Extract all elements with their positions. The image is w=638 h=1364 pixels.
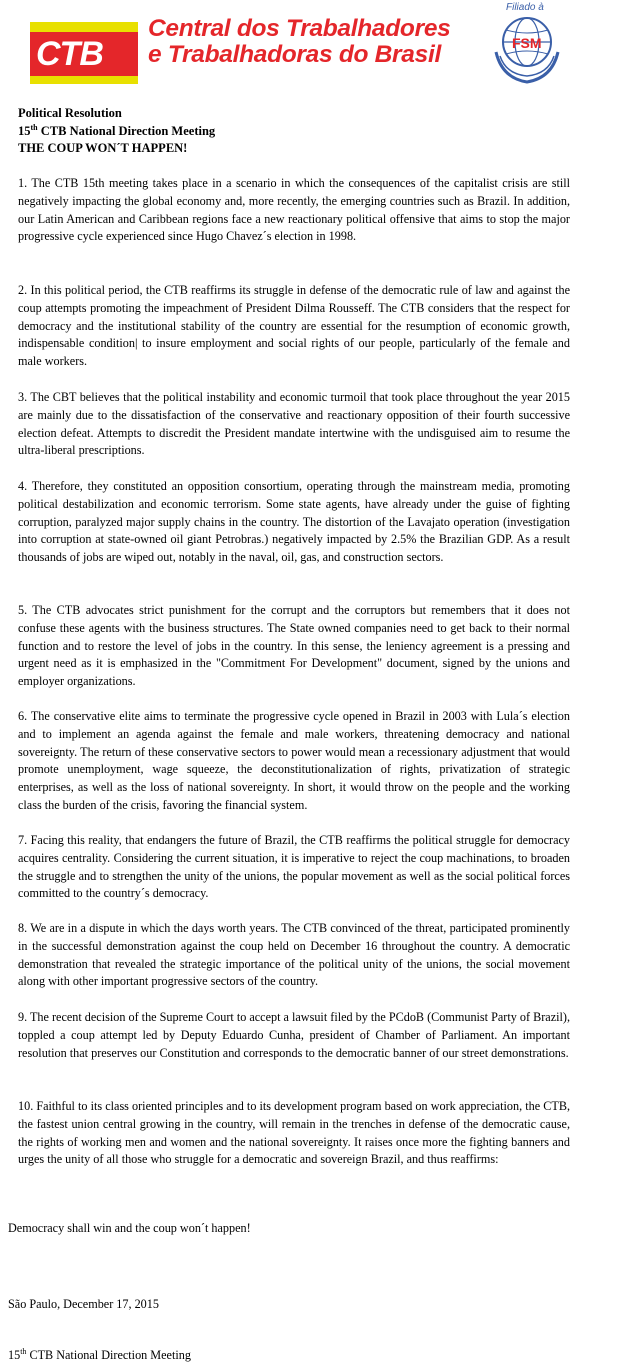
paragraph-8: 8. We are in a dispute in which the days worth years. The CTB convinced of the threat, participated prominently in the successful demonstration against the coup held on December 16 throughout the country. A democratic demonstration that revealed the strategic importance of the political unity of the unions, the social movement along with other important progressive sectors of the country. — [18, 921, 570, 989]
paragraph-6: 6. The conservative elite aims to terminate the progressive cycle opened in Brazil in 2003 with Lula´s election and to implement an agenda against the female and male workers, threatening democracy and national sovereignty. The return of these conservative sectors to power would mean a recessionary adjustment that would promote unemployment, wage squeeze, the deconstitutionalization of rights, privatization of strategic enterprises, as well as the loss of national sovereignty. In short, it would throw on the people and the working class the burden of the crisis, favoring the financial system. — [18, 709, 570, 812]
organization-name — [148, 16, 498, 68]
fsm-affiliation-logo — [492, 2, 562, 87]
document-kicker: Political Resolution — [18, 106, 122, 120]
meeting-title — [18, 123, 570, 141]
signature-line — [8, 1343, 191, 1364]
affiliation-label: Filiado à — [506, 2, 544, 13]
paragraph-4: 4. Therefore, they constituted an opposition consortium, operating through the mainstream media, promoting political destabilization and economic terrorism. Some state agents, have already under the guise of fighting corruption, paralyzed major supply chains in the country. The distortion of the Lavajato operation (investigation into corruption at state-owned oil giant Petrobras.) negatively impacted by 2.5% the Brazilian GDP. As a result thousands of jobs are wiped out, notably in the naval, oil, gas, and construction sectors. — [18, 479, 570, 565]
organization-name-line2: e Trabalhadoras do Brasil — [148, 41, 441, 68]
footer-number: 15 — [8, 1348, 21, 1363]
ctb-logo — [30, 22, 138, 84]
footer-suffix: th — [20, 1347, 27, 1356]
paragraph-2: 2. In this political period, the CTB reaffirms its struggle in defense of the democratic rule of law and against the coup attempts promoting the impeachment of President Dilma Rousseff. The CTB considers that the respect for democracy and the institutional stability of the country are essential for the resumption of economic growth, indispensable condition| to insure employment and social rights of our people, particularly of the female and male workers. — [18, 283, 570, 369]
meeting-number: 15 — [18, 123, 31, 138]
document-heading — [18, 105, 570, 158]
footer-title: CTB National Direction Meeting — [26, 1348, 191, 1363]
paragraph-3: 3. The CBT believes that the political instability and economic turmoil that took place throughout the year 2015 are mainly due to the dissatisfaction of the conservative and reactionary opposition of their fourth successive election defeat. Attempts to discredit the President mandate intertwine with the undisguised aim to resume the ultra-liberal prescriptions. — [18, 390, 570, 458]
document-headline: THE COUP WON´T HAPPEN! — [18, 141, 188, 155]
paragraph-1: 1. The CTB 15th meeting takes place in a scenario in which the consequences of the capitalist crisis are still negatively impacting the global economy and, more recently, the emerging countries such as Brazil. In addition, our Latin American and Caribbean regions face a new reactionary political offensive that aims to stop the major progressive cycle experienced since Hugo Chavez´s election in 1998. — [18, 176, 570, 244]
paragraph-5: 5. The CTB advocates strict punishment for the corrupt and the corruptors but remembers that it does not confuse these agents with the business structures. The State owned companies need to get back to their normal function and to restore the level of jobs in the country. In this sense, the leniency agreement is a pressing and urgent need as it is emphasized in the "Commitment For Development" document, signed by the unions and employer organizations. — [18, 603, 570, 689]
paragraph-7: 7. Facing this reality, that endangers the future of Brazil, the CTB reaffirms the political struggle for democracy acquires centrality. Considering the current situation, it is imperative to reject the coup machinations, to broaden the struggle and to strengthen the unity of the unions, the popular movement as well as the social political forces committed to the country´s democracy. — [18, 833, 570, 901]
place-and-date: São Paulo, December 17, 2015 — [8, 1297, 159, 1311]
paragraph-10: 10. Faithful to its class oriented principles and to its development program based on work appreciation, the CTB, the fastest union central growing in the country, will remain in the trenches in defense of the democratic cause, the rights of working men and women and the national sovereignty. It raises once more the fighting banners and urges the unity of all those who struggle for a democratic and sovereign Brazil, and thus reaffirms: — [18, 1099, 570, 1167]
meeting-suffix: th — [30, 122, 38, 132]
closing-statement: Democracy shall win and the coup won´t happen! — [8, 1221, 251, 1235]
organization-name-line1: Central dos Trabalhadores — [148, 15, 451, 42]
paragraph-9: 9. The recent decision of the Supreme Court to accept a lawsuit filed by the PCdoB (Communist Party of Brazil), toppled a coup attempt led by Deputy Eduardo Cunha, president of Chamber of Parliament. An important resolution that preserves our Constitution and corresponds to the democratic banner of our street demonstrations. — [18, 1010, 570, 1060]
meeting-title-text: CTB National Direction Meeting — [37, 123, 216, 138]
ctb-logo-text: CTB — [36, 35, 103, 73]
fsm-logo-text: FSM — [512, 35, 542, 51]
letterhead — [0, 0, 638, 95]
